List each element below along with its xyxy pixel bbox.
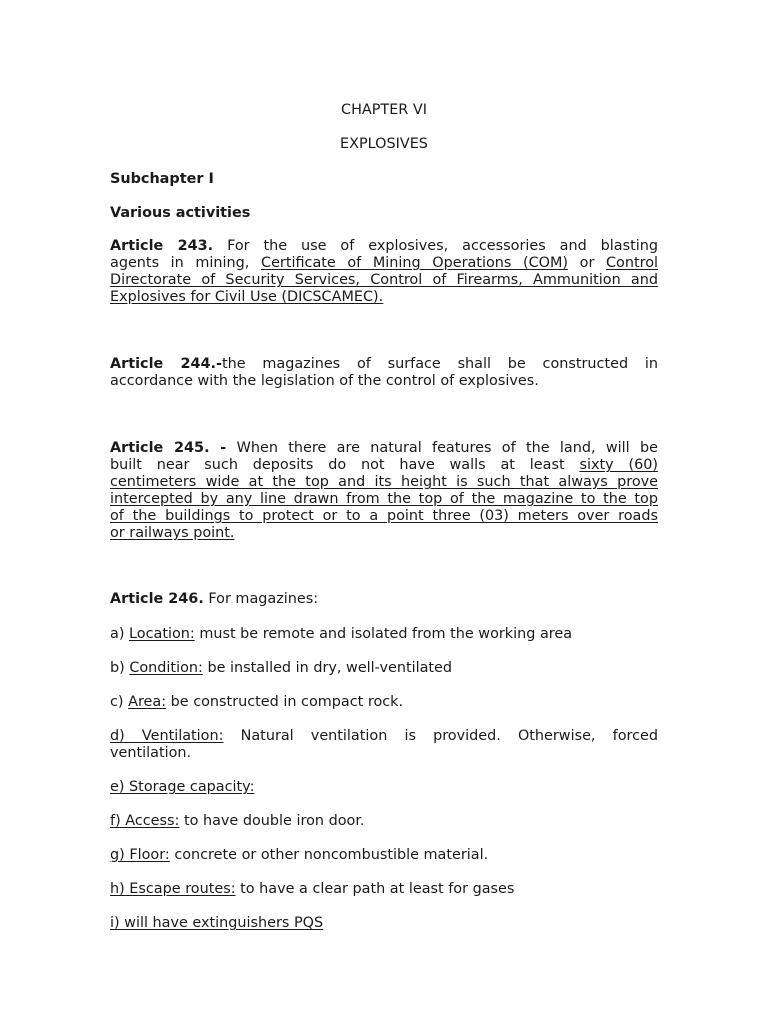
section-heading: Various activities <box>110 205 251 221</box>
article-245-line-4: intercepted by any line drawn from the top of the magazine to the top <box>110 491 658 507</box>
article-246-intro: Article 246. For magazines: <box>110 591 319 607</box>
list-item-h: h) Escape routes: to have a clear path at least for gases <box>110 881 515 897</box>
article-243-line-2: agents in mining, Certificate of Mining Operations (COM) or Control <box>110 255 659 271</box>
list-item-g: g) Floor: concrete or other noncombustible material. <box>110 847 489 863</box>
list-item-d: d) Ventilation: Natural ventilation is provided. Otherwise, forced <box>110 728 658 744</box>
list-item-i: i) will have extinguishers PQS <box>110 915 324 931</box>
dicscamec-link: Control <box>606 255 659 271</box>
list-item-c: c) Area: be constructed in compact rock. <box>110 694 404 710</box>
article-245-line-2: built near such deposits do not have walls at least sixty (60) <box>110 457 659 473</box>
article-245-heading: Article 245. - <box>110 440 227 456</box>
chapter-title: CHAPTER VI <box>341 102 427 118</box>
list-item-e: e) Storage capacity: <box>110 779 255 795</box>
article-245-line-3: centimeters wide at the top and its height is such that always prove <box>110 474 658 490</box>
chapter-subtitle: EXPLOSIVES <box>340 136 428 152</box>
article-244-line-1: Article 244.-the magazines of surface shall be constructed in <box>110 356 658 372</box>
article-244-heading: Article 244.- <box>110 356 222 372</box>
com-link: Certificate of Mining Operations (COM) <box>261 255 569 271</box>
article-246-heading: Article 246. <box>110 591 204 607</box>
subchapter-heading: Subchapter I <box>110 171 214 187</box>
list-item-d-cont: ventilation. <box>110 745 192 761</box>
list-item-b: b) Condition: be installed in dry, well-ventilated <box>110 660 453 676</box>
article-243-heading: Article 243. <box>110 238 214 254</box>
article-243-line-1: Article 243. For the use of explosives, accessories and blasting <box>110 238 658 254</box>
article-245-line-1: Article 245. - When there are natural features of the land, will be <box>110 440 658 456</box>
article-243-line-3: Directorate of Security Services, Control of Firearms, Ammunition and <box>110 272 658 288</box>
article-244-line-2: accordance with the legislation of the control of explosives. <box>110 373 539 389</box>
article-243-line-4: Explosives for Civil Use (DICSCAMEC). <box>110 289 384 305</box>
article-245-line-5: of the buildings to protect or to a point three (03) meters over roads <box>110 508 658 524</box>
article-245-line-6: or railways point. <box>110 525 235 541</box>
list-item-f: f) Access: to have double iron door. <box>110 813 365 829</box>
list-item-a: a) Location: must be remote and isolated from the working area <box>110 626 573 642</box>
